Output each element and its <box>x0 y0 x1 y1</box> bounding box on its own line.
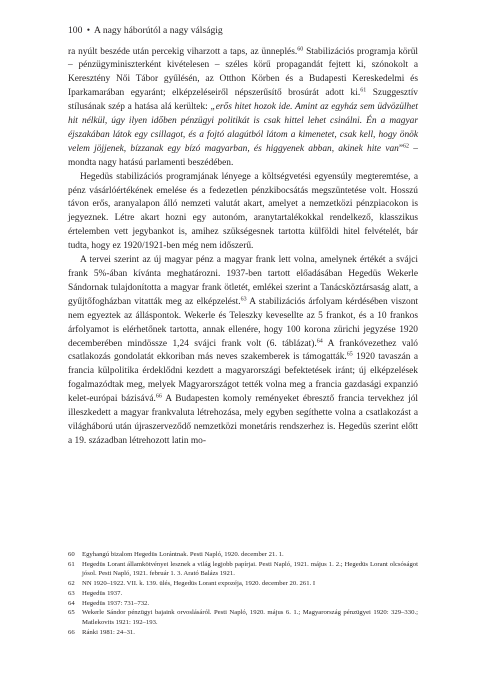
text-run: Hegedüs 1937. <box>82 589 123 597</box>
text-run: A frankóvezethez való csatlakozás gondolatát ekkoriban más neves szakemberek is támogatták. <box>68 338 418 363</box>
text-run: ” <box>398 143 404 154</box>
footnote <box>68 550 418 560</box>
footnote-number: 66 <box>68 628 75 636</box>
text-run: Hegedüs Lorant államkötvényei lesznek a világ legjobb papírjai. <box>82 560 259 568</box>
footnote-text <box>82 599 418 609</box>
running-title: A nagy háborútól a nagy válságig <box>94 25 223 36</box>
text-run: , 1921. február 1. 3. Arató Balázs 1921. <box>129 570 235 578</box>
text-run: A tervei szerint az új magyar pénz a magyar frank lett volna, amelynek értékét a svájci frank 5%-ában kívánta meghatározni. 1937-ben tartott előadásában Hegedüs Wekerle Sándornak tulajdonította a magyar frank ötletét, emlékei szerint a Tanácsköztársaság alatt, a gyűjtőfogházban vitatták meg az elképzelést. <box>68 255 418 307</box>
body-paragraph <box>68 46 418 171</box>
text-run: A stabilizációs árfolyam kérdésében viszont nem egyeztek az álláspontok. Wekerle és Teleszky kevesellte az 5 frankot, és a 10 frankos árfolyamot is elérhetőnek tartotta, annak ellenére, hogy 100 korona zürichi jegyzése 1920 decemberében mindössze 1,24 svájci frank volt (6. táblázat). <box>68 296 418 349</box>
text-run: Szuggesztív stílusának szép a hatása alá kerültek: <box>68 88 418 113</box>
text-run: Stabilizációs programja körül – pénzügyminiszterként kivételesen – széles körű propagandát fejtett ki, szónokolt a Keresztény Női Tábor gyűlésén, az Otthon Körben és a Budapesti Kereskedelmi és Iparkamarában egyaránt; elképzeléseiről népszerűsítő brosúrát adott ki. <box>68 46 418 99</box>
footnote-ref: 60 <box>297 46 304 52</box>
text-run: Hegedüs 1937: 731–732. <box>82 599 150 607</box>
footnote <box>68 560 418 579</box>
header-separator: • <box>86 25 91 36</box>
footnote <box>68 589 418 599</box>
body-paragraph <box>68 254 418 449</box>
footnote <box>68 608 418 627</box>
italic-text: Pesti Napló <box>213 609 246 617</box>
text-run: Hegedüs stabilizációs programjának lényege a költségvetési egyensúly megteremtése, a pénz vásárlóértékének emelése és a fedezetlen pénzkibocsátás megszüntetése volt. Hosszú távon erős, aranyalapon álló nemzeti valutát akart, amelyet a nemzetközi pénzpiacokon is jegyeznek. Létre akart hozni egy autonóm, aranytartalékokkal rendelkező, klasszikus értelemben vett jegybankot is, amihez szükségesnek tartotta külföldi hitel felvételét, bár tudta, hogy ez 1920/1921-ben még nem időszerű. <box>68 171 418 252</box>
text-run: ra nyúlt beszéde után percekig viharzott a taps, az ünneplés. <box>68 46 298 57</box>
footnote-text <box>82 628 418 638</box>
footnote-ref: 64 <box>316 338 323 345</box>
footnote-number: 65 <box>68 609 75 617</box>
footnote-number: 61 <box>68 560 75 568</box>
footnote-text <box>82 608 418 627</box>
footnotes <box>68 550 418 637</box>
footnote-ref: 66 <box>155 393 162 400</box>
body-text <box>68 46 418 449</box>
italic-text: „erős hitet hozok ide. Amint az egyház sem üdvözülhet hit nélkül, úgy ilyen időben pénzügyi politikát is csak hittel lehet csinálni. Én a magyar éjszakában látok egy csillagot, és a fojtó alagútból látom a kimenetet, csak kell, hogy önök velem jöjjenek, bízzanak egy bízó magyarban, és higgyenek abban, akinek hite van <box>68 102 418 154</box>
footnote-number: 62 <box>68 580 75 588</box>
text-run: , 1920. május 6. 1.; Magyarország pénzügyei 1920: 329–330.; Matlekovits 1921: 192–193. <box>82 609 418 626</box>
text-run: Wekerle Sándor pénzügyi bajaink orvoslásáról. <box>82 609 214 617</box>
text-run: , 1920. december 21. 1. <box>220 551 284 558</box>
footnote-number: 64 <box>68 599 75 607</box>
body-paragraph <box>68 171 418 254</box>
footnote-text <box>82 589 418 599</box>
footnote-ref: 63 <box>240 296 247 303</box>
text-run: NN 1920–1922. VII. k. 139. ülés, Hegedüs Lorant expozéja, 1920. december 20. 261. I <box>82 580 316 588</box>
footnote <box>68 628 418 638</box>
italic-text: Pesti Napló <box>258 560 291 568</box>
italic-text: Pesti Napló <box>98 570 130 578</box>
text-run: Egyhangú bizalom Hegedüs Lorántnak. <box>82 551 190 558</box>
text-run: 1920 tavaszán a francia külpolitika érdeklődni kezdett a magyarországi befektetések iránt; új elképzelések fogalmazódtak meg, melyek Magyarországot tették volna meg a francia gazdasági expanzió kelet-európai bázisává. <box>68 352 418 405</box>
footnote-ref: 61 <box>360 87 367 94</box>
footnote <box>68 579 418 589</box>
text-run: A Budapesten komoly reményeket ébresztő francia tervekhez jól illeszkedett a magyar frankvaluta létrehozása, mely egyben segíthette volna a csatlakozást a világháború után újraszerveződő nemzetközi monetáris rendszerhez is. Hegedüs szerint előtt a 19. században létrehozott latin mo- <box>68 394 418 446</box>
footnote-text <box>82 560 418 579</box>
footnote-ref: 62 <box>403 143 410 150</box>
italic-text: Pesti Napló <box>189 551 221 558</box>
running-header <box>68 24 418 37</box>
text-run: Ránki 1981: 24–31. <box>82 628 135 636</box>
footnote <box>68 599 418 609</box>
text-run: , 1921. május 1. 2.; Hegedüs Lorant olcsóságot jósol. <box>82 560 418 578</box>
page-number: 100 <box>68 25 83 36</box>
footnote-number: 60 <box>68 551 75 558</box>
footnote-ref: 65 <box>346 351 353 358</box>
footnote-text <box>82 579 418 589</box>
footnote-number: 63 <box>68 589 75 597</box>
footnote-text <box>82 550 418 560</box>
text-run: – mondta nagy hatású parlamenti beszédében. <box>68 143 418 168</box>
